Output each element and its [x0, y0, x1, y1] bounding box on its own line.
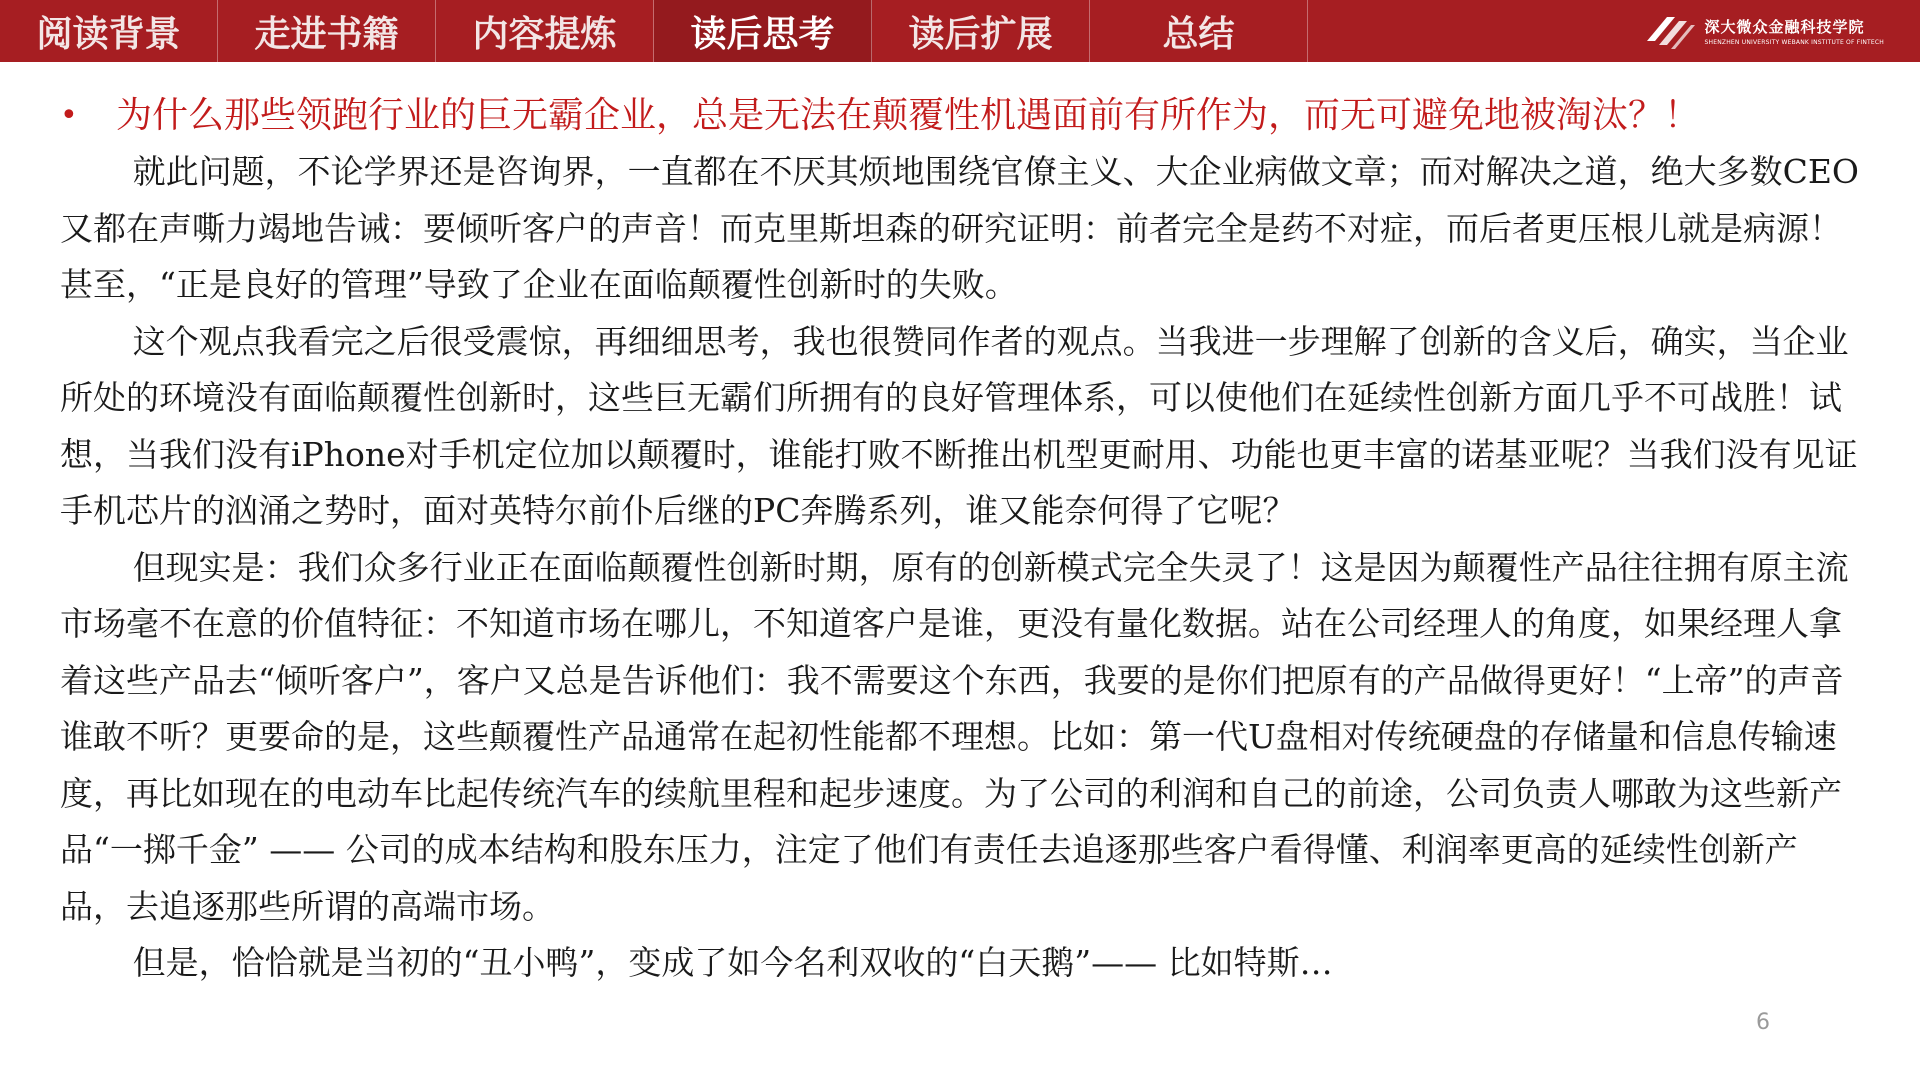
nav-tabs [0, 0, 1308, 62]
slide-content [60, 88, 1860, 992]
tab-reading-background[interactable]: 阅读背景 [0, 0, 218, 62]
tab-into-book[interactable]: 走进书籍 [218, 0, 436, 62]
tab-reflection[interactable]: 读后思考 [654, 0, 872, 62]
logo-mark-icon [1645, 11, 1695, 51]
tab-content-summary[interactable]: 内容提炼 [436, 0, 654, 62]
paragraph-2: 这个观点我看完之后很受震惊，再细细思考，我也很赞同作者的观点。当我进一步理解了创新的含义后，确实，当企业所处的环境没有面临颠覆性创新时，这些巨无霸们所拥有的良好管理体系，可以使他们在延续性创新方面几乎不可战胜！试想，当我们没有iPhone对手机定位加以颠覆时，谁能打败不断推出机型更耐用、功能也更丰富的诺基亚呢？当我们没有见证手机芯片的汹涌之势时，面对英特尔前仆后继的PC奔腾系列，谁又能奈何得了它呢？ [60, 321, 1858, 530]
page-number: 6 [1756, 1010, 1770, 1035]
tab-conclusion[interactable]: 总结 [1090, 0, 1308, 62]
question-text: 为什么那些领跑行业的巨无霸企业，总是无法在颠覆性机遇面前有所作为，而无可避免地被淘汰？！ [116, 95, 1701, 136]
paragraph-3: 但现实是：我们众多行业正在面临颠覆性创新时期，原有的创新模式完全失灵了！这是因为颠覆性产品往往拥有原主流市场毫不在意的价值特征：不知道市场在哪儿，不知道客户是谁，更没有量化数据。站在公司经理人的角度，如果经理人拿着这些产品去“倾听客户”，客户又总是告诉他们：我不需要这个东西，我要的是你们把原有的产品做得更好！“上帝”的声音谁敢不听？更要命的是，这些颠覆性产品通常在起初性能都不理想。比如：第一代U盘相对传统硬盘的存储量和信息传输速度，再比如现在的电动车比起传统汽车的续航里程和起步速度。为了公司的利润和自己的前途，公司负责人哪敢为这些新产品“一掷千金” —— 公司的成本结构和股东压力，注定了他们有责任去追逐那些客户看得懂、利润率更高的延续性创新产品，去追逐那些所谓的高端市场。 [60, 547, 1849, 926]
paragraph-1: 就此问题，不论学界还是咨询界，一直都在不厌其烦地围绕官僚主义、大企业病做文章；而对解决之道，绝大多数CEO又都在声嘶力竭地告诫：要倾听客户的声音！而克里斯坦森的研究证明：前者完全是药不对症，而后者更压根儿就是病源！甚至，“正是良好的管理”导致了企业在面临颠覆性创新时的失败。 [60, 152, 1859, 304]
bullet-icon: • [60, 98, 78, 133]
institute-logo [1645, 8, 1884, 54]
tab-extension[interactable]: 读后扩展 [872, 0, 1090, 62]
top-navigation-bar [0, 0, 1920, 62]
key-question [60, 88, 1860, 144]
logo-name-en: SHENZHEN UNIVERSITY WEBANK INSTITUTE OF FINTECH [1704, 39, 1884, 46]
paragraph-4: 但是，恰恰就是当初的“丑小鸭”，变成了如今名利双收的“白天鹅”—— 比如特斯… [132, 943, 1333, 982]
logo-name-cn: 深大微众金融科技学院 [1704, 18, 1865, 36]
